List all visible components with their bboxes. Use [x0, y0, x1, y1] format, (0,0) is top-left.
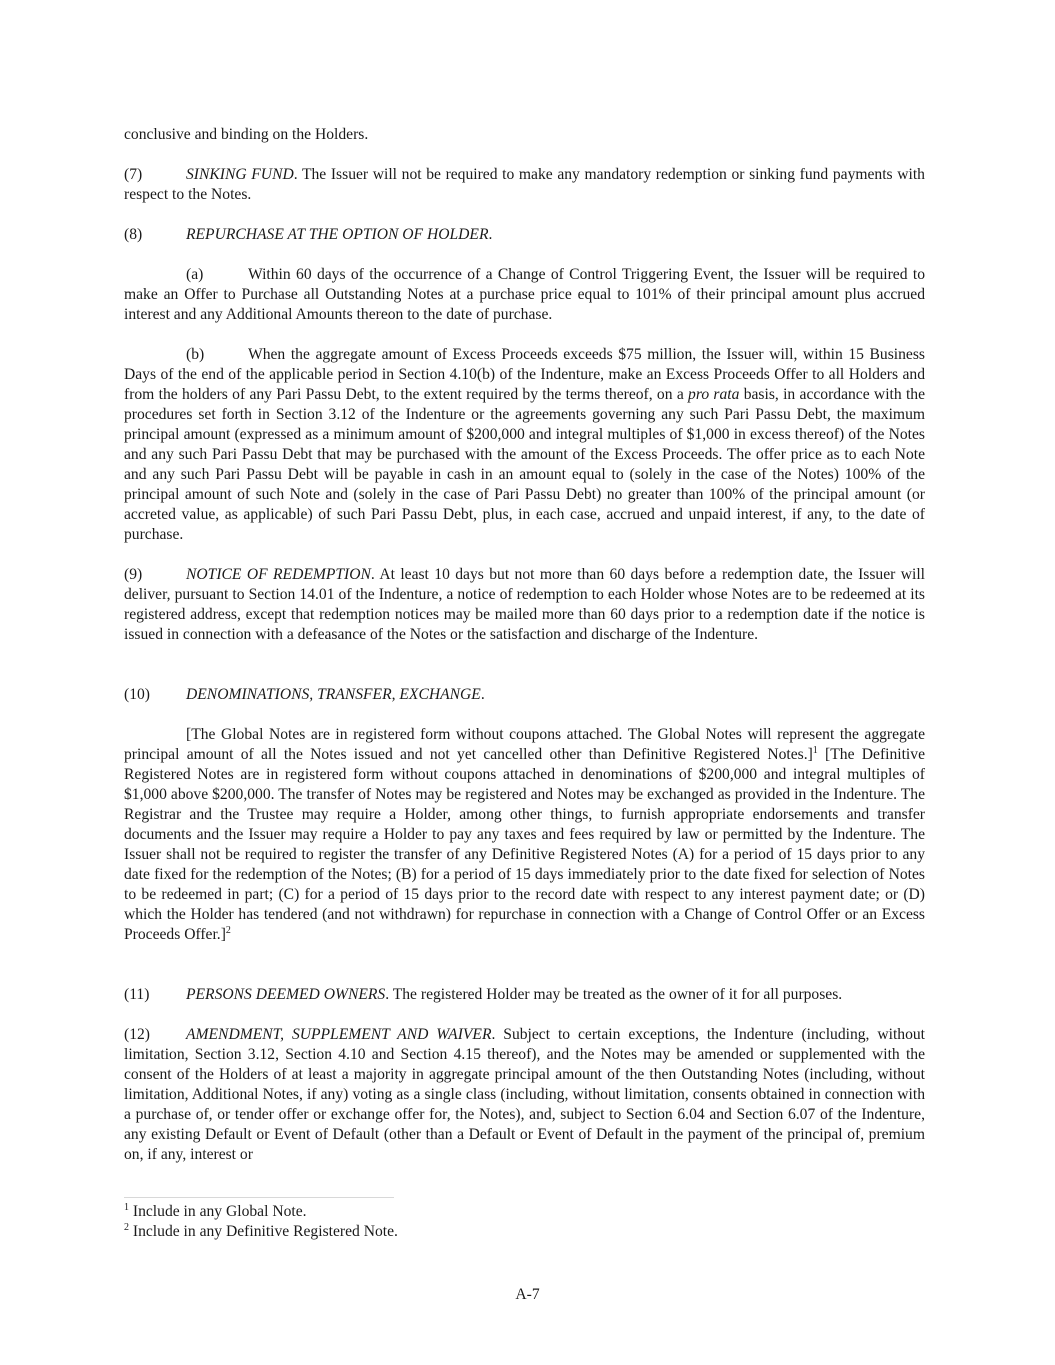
section-text: . At least 10 days but not more than 60 days before a redemption date, the Issuer will deliver, pursuant to Section 14.01 of the Indenture, a notice of redemption to each Holder whose Notes are to be redeemed at its registered address, except that redemption notices may be mailed more than 60 days prior to a redemption date if the notice is issued in connection with a defeasance of the Notes or the satisfaction and discharge of the Indenture.: [124, 566, 925, 643]
section-10-body: [The Global Notes are in registered form without coupons attached. The Global Notes will represent the aggregate principal amount of all the Notes issued and not yet cancelled other than Definitive Registered Notes.]$^1$ [The Definitive Registered Notes are in registered form without coupons attached in denominations of $200,000 and integral multiples of $1,000 above $200,000. The transfer of Notes may be registered and Notes may be exchanged as provided in the Indenture. The Registrar and the Trustee may require a Holder, among other things, to furnish appropriate endorsements and transfer documents and the Issuer may require a Holder to pay any taxes and fees required by law or permitted by the Indenture. The Issuer shall not be required to register the transfer of any Definitive Registered Notes (A) for a period of 15 days prior to any date fixed for the redemption of the Notes; (B) for a period of 15 days immediately prior to the date fixed for selection of Notes to be redeemed in part; (C) for a period of 15 days prior to the record date with respect to any interest payment date; or (D) which the Holder has tendered (and not withdrawn) for repurchase in connection with a Change of Control Offer or an Excess Proceeds Offer.]$^2$: [124, 726, 925, 943]
section-8a: [124, 265, 925, 325]
italic-term: pro rata: [688, 386, 740, 403]
section-heading: AMENDMENT, SUPPLEMENT AND WAIVER: [186, 1026, 492, 1043]
footnote-mark: 1: [124, 1201, 129, 1213]
section-heading: PERSONS DEEMED OWNERS: [186, 986, 386, 1003]
section-heading: REPURCHASE AT THE OPTION OF HOLDER: [186, 226, 489, 243]
section-9-notice-of-redemption: [124, 565, 925, 645]
section-number: (8): [124, 226, 143, 243]
section-heading: NOTICE OF REDEMPTION: [186, 566, 371, 583]
footnote-divider: [124, 1197, 394, 1198]
footnote-ref-1: 1: [812, 744, 818, 756]
section-10-denominations: (10) DENOMINATIONS, TRANSFER, EXCHANGE.: [124, 686, 485, 703]
section-number: (11): [124, 986, 150, 1003]
section-11-persons-deemed-owners: [124, 985, 925, 1005]
section-text: . The registered Holder may be treated as the owner of it for all purposes.: [385, 986, 843, 1003]
subsection-text: Within 60 days of the occurrence of a Change of Control Triggering Event, the Issuer will be required to make an Offer to Purchase all Outstanding Notes at a purchase price equal to 101% of their principal amount plus accrued interest and any Additional Amounts thereon to the date of purchase.: [124, 266, 925, 323]
footnote-mark: 2: [124, 1221, 129, 1233]
section-number: (12): [124, 1026, 150, 1043]
section-heading: DENOMINATIONS, TRANSFER, EXCHANGE: [186, 686, 481, 703]
section-7-sinking-fund: [124, 165, 925, 205]
paragraph-continuation: conclusive and binding on the Holders.: [124, 126, 369, 143]
section-text: . Subject to certain exceptions, the Indenture (including, without limitation, Section 3.12, Section 4.10 and Section 4.15 thereof), and the Notes may be amended or supplemented with the consent of the Holders of at least a majority in aggregate principal amount of the then Outstanding Notes (including, without limitation, Additional Notes, if any) voting as a single class (including, without limitation, consents obtained in connection with a purchase of, or tender offer or exchange offer for, the Notes), and, subject to Section 6.04 and Section 6.07 of the Indenture, any existing Default or Event of Default (other than a Default or Event of Default in the payment of the principal of, premium on, if any, interest or: [124, 1026, 925, 1163]
section-12-amendment: [124, 1025, 925, 1165]
subsection-number: (b): [186, 346, 205, 363]
section-number: (10): [124, 686, 150, 703]
section-number: (9): [124, 566, 143, 583]
footnote-2: $^2$ Include in any Definitive Registered Note.: [124, 1221, 398, 1240]
section-heading: SINKING FUND: [186, 166, 294, 183]
section-text: . The Issuer will not be required to make any mandatory redemption or sinking fund payments with respect to the Notes.: [124, 166, 925, 203]
footnote-ref-2: 2: [225, 924, 231, 936]
section-number: (7): [124, 166, 143, 183]
section-8b: (b) When the aggregate amount of Excess Proceeds exceeds $75 million, the Issuer will, within 15 Business Days of the end of the applicable period in Section 4.10(b) of the Indenture, make an Excess Proceeds Offer to all Holders and from the holders of any Pari Passu Debt, to the extent required by the terms thereof, on a pro rata basis, in accordance with the procedures set forth in Section 3.12 of the Indenture or the agreements governing any such Pari Passu Debt, the maximum principal amount (expressed as a minimum amount of $200,000 and integral multiples of $1,000 in excess thereof) of the Notes and any such Pari Passu Debt that may be purchased with the amount of the Excess Proceeds. The offer price as to each Note and any such Pari Passu Debt will be payable in cash in an amount equal to (solely in the case of the Notes) 100% of the principal amount of such Note and (solely in the case of Pari Passu Debt) no greater than 100% of the principal amount (or accreted value, as applicable) of such Pari Passu Debt, plus, in each case, accrued and unpaid interest, if any, to the date of purchase.: [124, 346, 925, 543]
section-8-repurchase: (8) REPURCHASE AT THE OPTION OF HOLDER.: [124, 226, 493, 243]
page-number: A-7: [515, 1286, 540, 1303]
subsection-number: (a): [186, 266, 204, 283]
footnote-1: $^1$ Include in any Global Note.: [124, 1201, 307, 1220]
